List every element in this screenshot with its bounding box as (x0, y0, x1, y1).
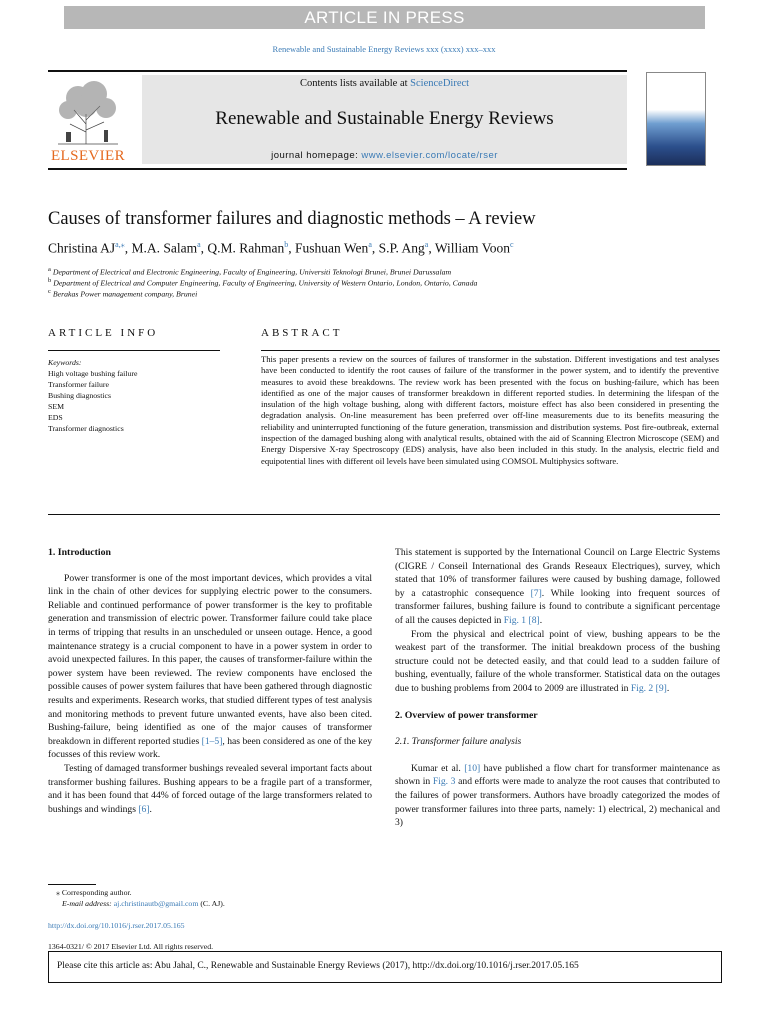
keyword: EDS (48, 413, 63, 422)
paragraph-text: . While looking into frequent sources of transformer failures, bushing failure is found to contribute a significant percentage of all the causes depicted in (395, 587, 720, 626)
paragraph-text: , has been considered as one of the key focusses of this review work. (48, 735, 373, 761)
author-affil-marker[interactable]: a,⁎ (115, 240, 125, 249)
keywords-label: Keywords: (48, 358, 82, 367)
contents-line (142, 78, 627, 89)
left-column (48, 546, 372, 816)
keyword: High voltage bushing failure (48, 369, 138, 378)
affiliation-marker: a (48, 266, 51, 273)
citation-link[interactable]: [8] (528, 614, 540, 626)
corresponding-author-note: ⁎ Corresponding author. (56, 888, 132, 897)
right-column (395, 546, 720, 830)
article-info-rule (48, 350, 220, 351)
abstract-text: This paper presents a review on the sources of failures of transformer in the substation. Different investigations and test analyses have been conducted to identify the root causes of failure of the transformer in the power system, and to identify the preventive measures to avoid these breakdowns. The review work has been presented with the focus on bushing-failure, which has been identified as one of the major causes of transformer breakdown in different reported studies. In determining the lifespan of the insulation of the high voltage bushing, along with different factors, moisture effect has also been considered in presenting the degradation analysis. On-line measurement has been preferred over off-line measurements due to its benefits measuring the reliability and uninterrupted functioning of the future generation, transmission and distribution systems. Post fire-outbreak, external inspection of the damaged bushing along with analytical results, obtained with the aid of Scanning Electron Microscope (SEM) and Energy Dispersive X-ray Spectroscopy (EDS) analysis, have also been included in this study. In the analysis, electric field and equipotential lines with different oil levels have been simulated using COMSOL Multiphysics software. (261, 354, 719, 466)
affiliation (48, 266, 728, 277)
paragraph (395, 628, 720, 696)
doi-link[interactable]: http://dx.doi.org/10.1016/j.rser.2017.05.165 (48, 921, 185, 930)
subsection-heading: 2.1. Transformer failure analysis (395, 736, 522, 748)
paragraph-text: This statement is supported by the International Council on Large Electric Systems (CIGRE / Conseil International des Grands Reseaux Electriques), survey, which stated that 10% of transformer failures were caused by bushing damage, followed by a catastrophic consequence (395, 547, 720, 599)
citation-link[interactable]: [1–5] (201, 735, 223, 747)
affiliation-text: Department of Electrical and Computer Engineering, Faculty of Engineering, University of Western Ontario, London, Ontario, Canada (53, 278, 478, 288)
paper-title: Causes of transformer failures and diagnostic methods – A review (48, 209, 536, 229)
paragraph-text: Power transformer is one of the most important devices, which provides a vital link in the chain of other devices for supplying electric power to the consumers. Reliable and continued performance of power transformer is the key to profitable generation and transmission of electric power. Transformer failure could take place in terms of tripping that results in an unscheduled or unseen outage. Hence, a good maintenance strategy is a crucial component to have in a power system in order to avoid unexpected failures. In this paper, the causes of transformer-failure within the power system have been reviewed. The review components have enclosed the possible causes of power system failures that have been gathered through diagnostic results and experiments. Research works, that studied different types of test analysis and monitoring methods to prevent future unwanted events, have also been cited. Bushing-failure, being identified as one of the major causes of transformer breakdown in different reported studies (48, 572, 372, 747)
article-in-press-banner: ARTICLE IN PRESS (64, 6, 705, 29)
paragraph-text: Testing of damaged transformer bushings revealed several important facts about transformer bushing failures. Bushing appears to be a fragile part of a transformer, and it has been found that 44% of forced outage of the large transformers related to bushings and windings (48, 762, 372, 815)
paragraph (395, 546, 720, 628)
header-bottom-rule (48, 168, 627, 170)
author-name: Fushuan Wen (295, 240, 369, 256)
figure-link[interactable]: Fig. 2 (630, 682, 654, 694)
citation-box (48, 951, 722, 983)
citation-text: Please cite this article as: Abu Jahal, C., Renewable and Sustainable Energy Reviews (2017), http://dx.doi.org/10.1016/j.rser.2017.05.165 (57, 961, 579, 971)
affiliation-marker: b (48, 277, 52, 284)
header-top-rule (48, 70, 627, 72)
paragraph (48, 572, 372, 762)
journal-homepage (142, 150, 627, 161)
email-label: E-mail address: (62, 899, 114, 908)
citation-link[interactable]: [9] (655, 682, 667, 694)
copyright-line: 1364-0321/ © 2017 Elsevier Ltd. All rights reserved. (48, 942, 214, 951)
email-link[interactable]: aj.christinautb@gmail.com (113, 899, 199, 908)
homepage-prefix: journal homepage: (271, 150, 362, 161)
citation-link[interactable]: [10] (464, 762, 481, 774)
contents-prefix: Contents lists available at (299, 78, 411, 89)
author-name: Christina AJ (48, 240, 116, 256)
keyword: SEM (48, 402, 65, 411)
author-affil-marker[interactable]: c (509, 240, 514, 249)
paragraph (395, 762, 720, 830)
author-list: Christina $AJ^{a,⁎}$, M.A. Salam$^a$, Q.M. Rahman$^b$, Fushuan Wen$^a$, S.P. Ang$^a$, William Voon$^c$ (48, 240, 514, 256)
keyword: Bushing diagnostics (48, 391, 112, 400)
elsevier-wordmark: ELSEVIER (50, 148, 126, 164)
affiliation (48, 288, 728, 299)
section-heading: 2. Overview of power transformer (395, 709, 538, 721)
keyword: Transformer diagnostics (48, 424, 124, 433)
paragraph-text: From the physical and electrical point of view, bushing appears to be the weakest part of the transformer. The initial breakdown process of the bushing structure could not be detected easily, and that could lead to a sudden failure of bushing, eventually, failure of the whole transformer. Statistical data on the outages due to bushing problems from 2004 to 2009 are illustrated in (395, 628, 720, 694)
abstract-rule (261, 350, 720, 351)
journal-title: Renewable and Sustainable Energy Reviews (215, 108, 554, 129)
affiliation (48, 277, 728, 288)
affiliation-text: Department of Electrical and Electronic Engineering, Faculty of Engineering, Universiti Teknologi Brunei, Brunei Darussalam (52, 267, 452, 277)
author-affil-marker[interactable]: a (424, 240, 429, 249)
abstract-heading: ABSTRACT (261, 327, 343, 339)
paragraph-text: and efforts were made to analyze the root causes that contributed to the failures of power transformers. Authors have broadly categorized the modes of power transformer failures into three parts, namely: 1) electrical, 2) mechanical and 3) (395, 776, 720, 829)
email-line (62, 899, 225, 908)
article-info-heading: ARTICLE INFO (48, 327, 159, 339)
journal-reference-link[interactable]: Renewable and Sustainable Energy Reviews xxx (xxxx) xxx–xxx (272, 44, 496, 54)
paragraph-text: . (149, 803, 152, 815)
paragraph (48, 762, 372, 816)
author-name: Q.M. Rahman (207, 240, 285, 256)
figure-link[interactable]: Fig. 1 (503, 614, 527, 626)
citation-link[interactable]: [7] (530, 587, 542, 599)
paragraph-text: . (666, 682, 670, 694)
homepage-url-link[interactable]: www.elsevier.com/locate/rser (361, 150, 498, 161)
author-affil-marker[interactable]: b (284, 240, 289, 249)
email-suffix: (C. AJ). (198, 899, 225, 908)
author-affil-marker[interactable]: a (368, 240, 372, 249)
figure-link[interactable]: Fig. 3 (432, 776, 456, 788)
author-affil-marker[interactable]: a (197, 240, 201, 249)
journal-cover-thumbnail (646, 72, 706, 166)
author-name: William Voon (434, 240, 510, 256)
abstract-bottom-rule (48, 514, 720, 515)
author-name: M.A. Salam (131, 240, 198, 256)
keyword: Transformer failure (48, 380, 109, 389)
footnote-rule (48, 884, 96, 885)
author-name: S.P. Ang (378, 240, 425, 256)
affiliation-marker: c (48, 288, 51, 295)
section-heading: 1. Introduction (48, 547, 111, 558)
sciencedirect-link[interactable]: ScienceDirect (410, 78, 470, 89)
paragraph-text: Kumar et al. (411, 762, 465, 774)
citation-link[interactable]: [6] (138, 803, 150, 815)
paragraph-text: . (539, 614, 543, 626)
paragraph-text: have published a flow chart for transformer maintenance as shown in (395, 762, 720, 788)
affiliation-text: Berakas Power management company, Brunei (52, 289, 198, 299)
